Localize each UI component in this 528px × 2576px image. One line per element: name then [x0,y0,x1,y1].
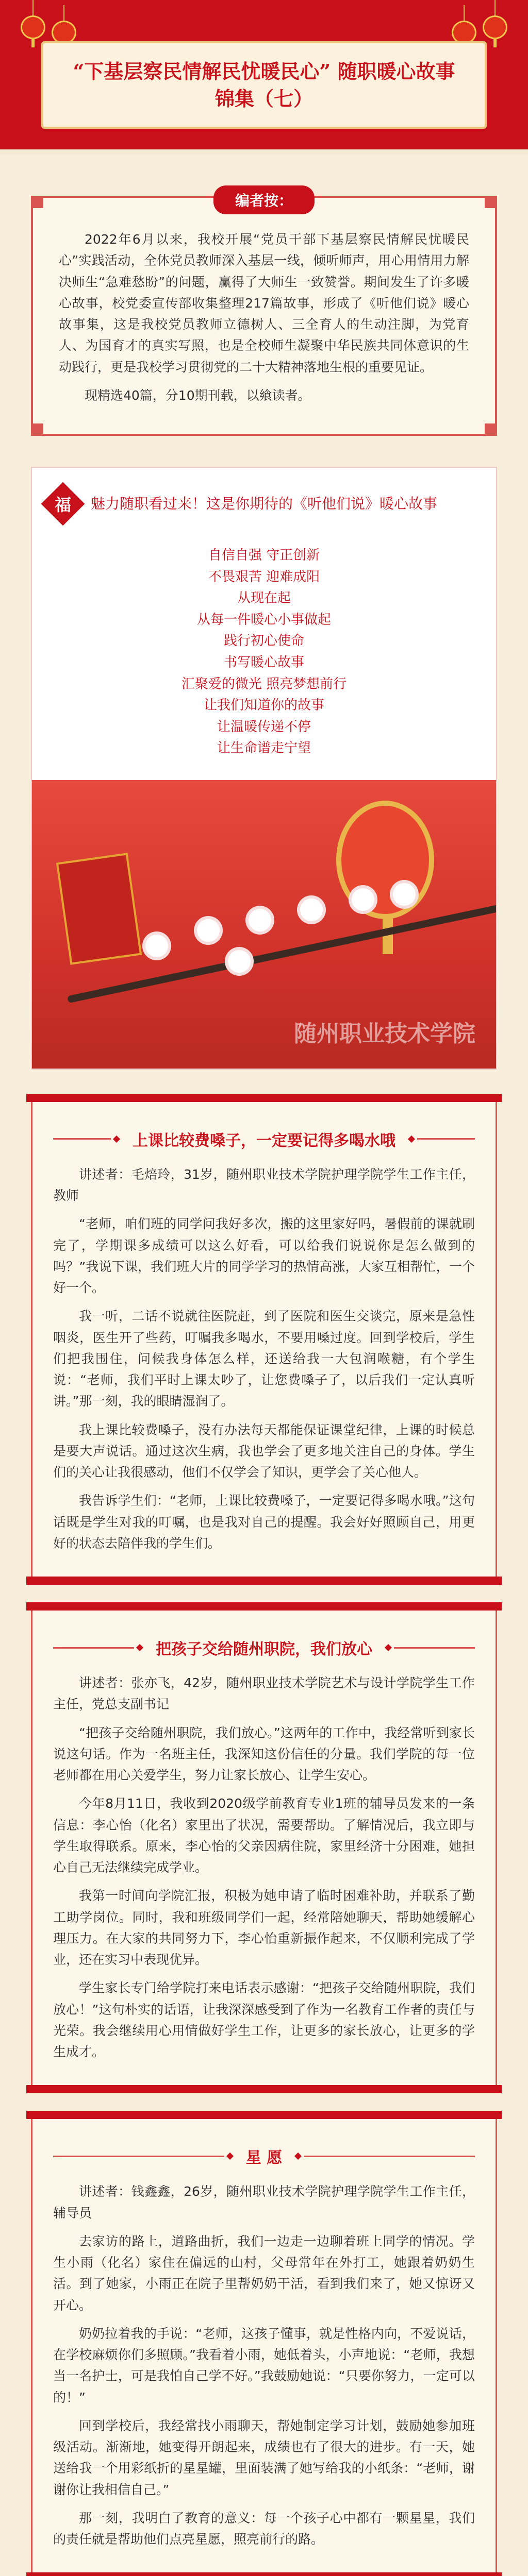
story-paragraph: “老师，咱们班的同学问我好多次，搬的这里家好吗，暑假前的课就刷完了，学期课多成绩可以这么好看，可以给我们说说你是怎么做到的吗？”我说下课，我们班大片的同学学习的热情高涨，大家互相帮忙，一个好一个。 [53,1216,475,1296]
story-paragraph: “把孩子交给随州职院，我们放心。”这两年的工作中，我经常听到家长说这句话。作为一名班主任，我深知这份信任的分量。我们学院的每一位老师都在用心关爱学生，努力让家长放心、让学生安心。 [53,1725,475,1783]
story-paragraph: 我上课比较费嗓子，没有办法每天都能保证课堂纪律，上课的时候总是要大声说话。通过这次生病，我也学会了更多地关注自己的身体。学生们的关心让我很感动，他们不仅学会了知识，更学会了关心他人。 [53,1422,475,1480]
page-subtitle: 锦集（七） [214,87,313,110]
story-paragraph: 讲述者：钱鑫鑫，26岁，随州职业技术学院护理学院学生工作主任，辅导员 [53,2184,475,2221]
page-title: “下基层察民情解民忧暖民心” 随职暖心故事 [73,59,455,83]
story-title: 上课比较费嗓子，一定要记得多喝水哦 [133,1131,395,1150]
editor-note-section [0,155,528,436]
poem-line: 让生命谱走宁望 [217,740,311,756]
editor-paragraph: 2022年6月以来，我校开展“党员干部下基层察民情解民忧暖民心”实践活动，全体党员教师深入基层一线，倾听师声，用心用情用力解决师生“急难愁盼”的问题，赢得了大师生一致赞誉。期间发生了许多暖心故事，校党委宣传部收集整理217篇故事，形成了《听他们说》暖心故事集，这是我校党员教师立德树人、三全育人的生动注脚，为党育人、为国育才的真实写照，也是全校师生凝聚中华民族共同体意识的生动践行，更是我校学习贯彻党的二十大精神落地生根的重要见证。 [59,232,469,375]
story-intro-card [31,467,497,1070]
story-paragraph: 去家访的路上，道路曲折，我们一边走一边聊着班上同学的情况。学生小雨（化名）家住在偏远的山村，父母常年在外打工，她跟着奶奶生活。到了她家，小雨正在院子里帮奶奶干活，看到我们来了，她又惊讶又开心。 [53,2233,475,2313]
story-paragraph: 学生家长专门给学院打来电话表示感谢：“把孩子交给随州职院，我们放心！”这句朴实的话语，让我深深感受到了作为一名教育工作者的责任与光荣。我会继续用心用情做好学生工作，让更多的家长放心，让更多的学生成才。 [53,1980,475,2060]
story-paragraph: 我第一时间向学院汇报，积极为她申请了临时困难补助，并联系了勤工助学岗位。同时，我和班级同学们一起，经常陪她聊天，帮助她缓解心理压力。在大家的共同努力下，李心怡重新振作起来，不仅顺利完成了学业，还在实习中表现优异。 [53,1888,475,1968]
photo-watermark: 随州职业技术学院 [294,1020,475,1047]
story-paragraph: 回到学校后，我经常找小雨聊天，帮她制定学习计划，鼓励她参加班级活动。渐渐地，她变得开朗起来，成绩也有了很大的进步。有一天，她送给我一个用彩纸折的星星罐，里面装满了她写给我的小纸条：“老师，谢谢你让我相信自己。” [53,2418,475,2497]
poem-line: 从现在起 [237,590,291,606]
story-heading [53,1636,475,1659]
story-paragraph: 讲述者：张亦飞，42岁，随州职业技术学院艺术与设计学院学生工作主任，党总支副书记 [53,1675,475,1712]
intro-row [32,468,496,530]
intro-text: 魅力随职看过来！这是你期待的《听他们说》暖心故事 [91,495,438,512]
poem [32,530,496,770]
story-heading [53,2145,475,2167]
fu-badge-icon: 福 [41,482,85,526]
plum-blossom-icon [145,935,168,957]
lantern-icon [21,0,45,46]
red-envelope-icon [56,853,142,965]
poem-line: 从每一件暖心小事做起 [196,612,331,628]
story-paragraph: 我一听，二话不说就往医院赶，到了医院和医生交谈完，原来是急性咽炎，医生开了些药，叮嘱我多喝水，不要用嗓过度。回到学校后，学生们把我围住，问候我身体怎么样，还送给我一大包润喉糖，有个学生说：“老师，我们平时上课太吵了，让您费嗓子了，以后我们一定认真听讲。”那一刻，我的眼睛湿润了。 [53,1309,475,1409]
plum-blossom-icon [393,883,416,906]
plum-blossom-icon [352,888,374,911]
story-paragraph: 奶奶拉着我的手说：“老师，这孩子懂事，就是性格内向，不爱说话，在学校麻烦你们多照顾。”我看着小雨，她低着头，小声地说：“老师，我想当一名护士，可是我怕自己学不好。”我鼓励她说：“只要你努力，一定可以的！” [53,2326,475,2405]
story-title: 星 愿 [245,2149,283,2167]
poem-line: 让我们知道你的故事 [203,698,324,714]
title-banner [41,41,487,129]
plum-blossom-icon [228,950,251,973]
poem-line: 践行初心使命 [223,633,304,649]
poem-line: 不畏艰苦 迎难成阳 [208,569,320,585]
story-section [31,1609,497,2087]
poem-line: 书写暖心故事 [223,654,304,670]
lantern-icon [483,0,507,46]
story-paragraph: 我告诉学生们：“老师，上课比较费嗓子，一定要记得多喝水哦。”这句话既是学生对我的叮嘱，也是我对自己的提醒。我会好好照顾自己，用更好的状态去陪伴我的学生们。 [53,1493,475,1551]
lantern-icon [336,801,434,919]
editor-note-label: 编者按： [213,185,315,214]
header-banner [0,0,528,155]
poem-line: 汇聚爱的微光 照亮梦想前行 [181,676,347,692]
story-paragraph: 讲述者：毛焙玲，31岁，随州职业技术学院护理学院学生工作主任，教师 [53,1166,475,1204]
festive-photo [32,780,496,1069]
story-section [31,1100,497,1578]
poem-line: 让温暖传递不停 [217,719,311,735]
story-title: 把孩子交给随州职院，我们放心 [156,1640,372,1659]
editor-paragraph: 现精选40篇，分10期刊载，以飨读者。 [85,387,311,403]
story-paragraph: 那一刻，我明白了教育的意义：每一个孩子心中都有一颗星星，我们的责任就是帮助他们点亮星愿，照亮前行的路。 [53,2510,475,2547]
story-heading [53,1128,475,1150]
poem-line: 自信自强 守正创新 [208,548,320,563]
plum-blossom-icon [197,919,220,942]
editor-note-frame [31,192,497,436]
story-section [31,2117,497,2574]
story-paragraph: 今年8月11日，我收到2020级学前教育专业1班的辅导员发来的一条信息：李心怡（化名）家里出了状况，需要帮助。了解情况后，我立即与学生取得联系。原来，李心怡的父亲因病住院，家里经济十分困难，她担心自己无法继续完成学业。 [53,1796,475,1875]
plum-blossom-icon [300,899,323,921]
plum-blossom-icon [249,909,271,931]
